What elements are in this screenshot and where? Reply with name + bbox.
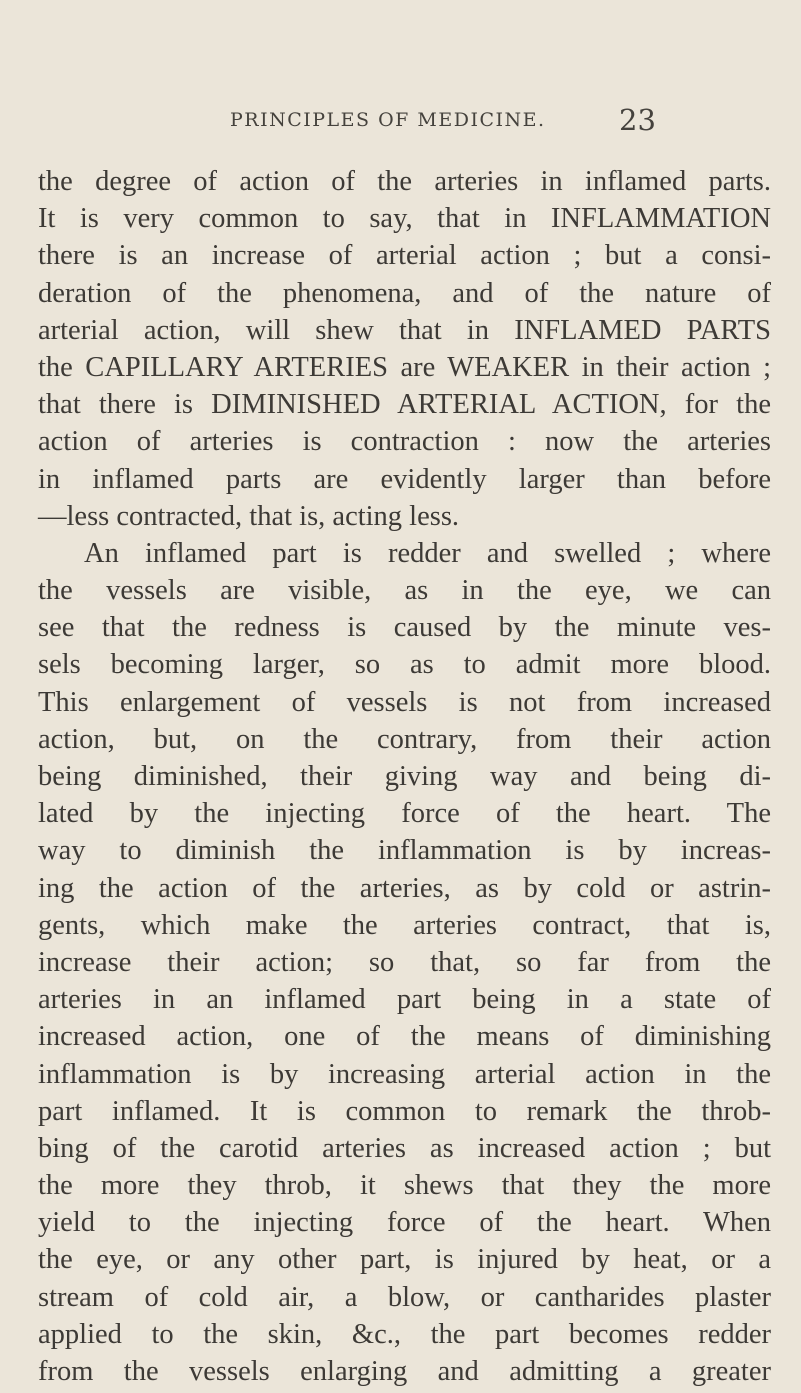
text-line: This enlargement of vessels is not from increased bbox=[38, 686, 771, 718]
text-line: the eye, or any other part, is injured by heat, or a bbox=[38, 1244, 771, 1276]
text-line: action, but, on the contrary, from their action bbox=[38, 723, 771, 755]
text-line: It is very common to say, that in INFLAMMATION bbox=[38, 203, 771, 235]
text-line: that there is DIMINISHED ARTERIAL ACTION, for the bbox=[38, 389, 771, 421]
text-line: there is an increase of arterial action ; but a consi- bbox=[38, 240, 771, 272]
text-line: in inflamed parts are evidently larger than before bbox=[38, 463, 771, 495]
page-number: 23 bbox=[619, 103, 656, 137]
text-line: stream of cold air, a blow, or cantharides plaster bbox=[38, 1281, 771, 1313]
text-line: increase their action; so that, so far from the bbox=[38, 946, 771, 978]
text-line: being diminished, their giving way and being di- bbox=[38, 761, 771, 792]
text-line: way to diminish the inflammation is by increas- bbox=[38, 835, 771, 867]
text-line: part inflamed. It is common to remark the throb- bbox=[38, 1095, 771, 1127]
text-line: the vessels are visible, as in the eye, we can bbox=[38, 575, 771, 607]
text-line: increased action, one of the means of diminishing bbox=[38, 1021, 771, 1053]
text-line: from the vessels enlarging and admitting a greater bbox=[38, 1356, 771, 1387]
text-line: the more they throb, it shews that they the more bbox=[38, 1170, 771, 1202]
text-line: see that the redness is caused by the minute ves- bbox=[38, 612, 771, 644]
text-line: gents, which make the arteries contract, that is, bbox=[38, 909, 771, 941]
text-line: arterial action, will shew that in INFLAMED PARTS bbox=[38, 314, 771, 346]
running-header bbox=[0, 103, 801, 143]
text-line: sels becoming larger, so as to admit more blood. bbox=[38, 649, 771, 681]
text-line: ing the action of the arteries, as by cold or astrin- bbox=[38, 872, 771, 904]
text-line: inflammation is by increasing arterial action in the bbox=[38, 1058, 771, 1090]
text-line: lated by the injecting force of the heart. The bbox=[38, 798, 771, 830]
paragraph-end-line: —less contracted, that is, acting less. bbox=[38, 500, 460, 532]
text-line: applied to the skin, &c., the part becomes redder bbox=[38, 1318, 771, 1350]
text-line: action of arteries is contraction : now the arteries bbox=[38, 426, 771, 458]
paragraph-start-line: An inflamed part is redder and swelled ; where bbox=[84, 537, 771, 569]
body-text bbox=[38, 163, 771, 1390]
running-title: PRINCIPLES OF MEDICINE. bbox=[230, 109, 546, 131]
text-line: bing of the carotid arteries as increased action ; but bbox=[38, 1132, 771, 1164]
text-line: the degree of action of the arteries in inflamed parts. bbox=[38, 166, 771, 197]
text-line: deration of the phenomena, and of the nature of bbox=[38, 277, 771, 309]
text-line: yield to the injecting force of the heart. When bbox=[38, 1207, 771, 1239]
text-line: the CAPILLARY ARTERIES are WEAKER in their action ; bbox=[38, 351, 771, 383]
text-line: arteries in an inflamed part being in a state of bbox=[38, 984, 771, 1016]
